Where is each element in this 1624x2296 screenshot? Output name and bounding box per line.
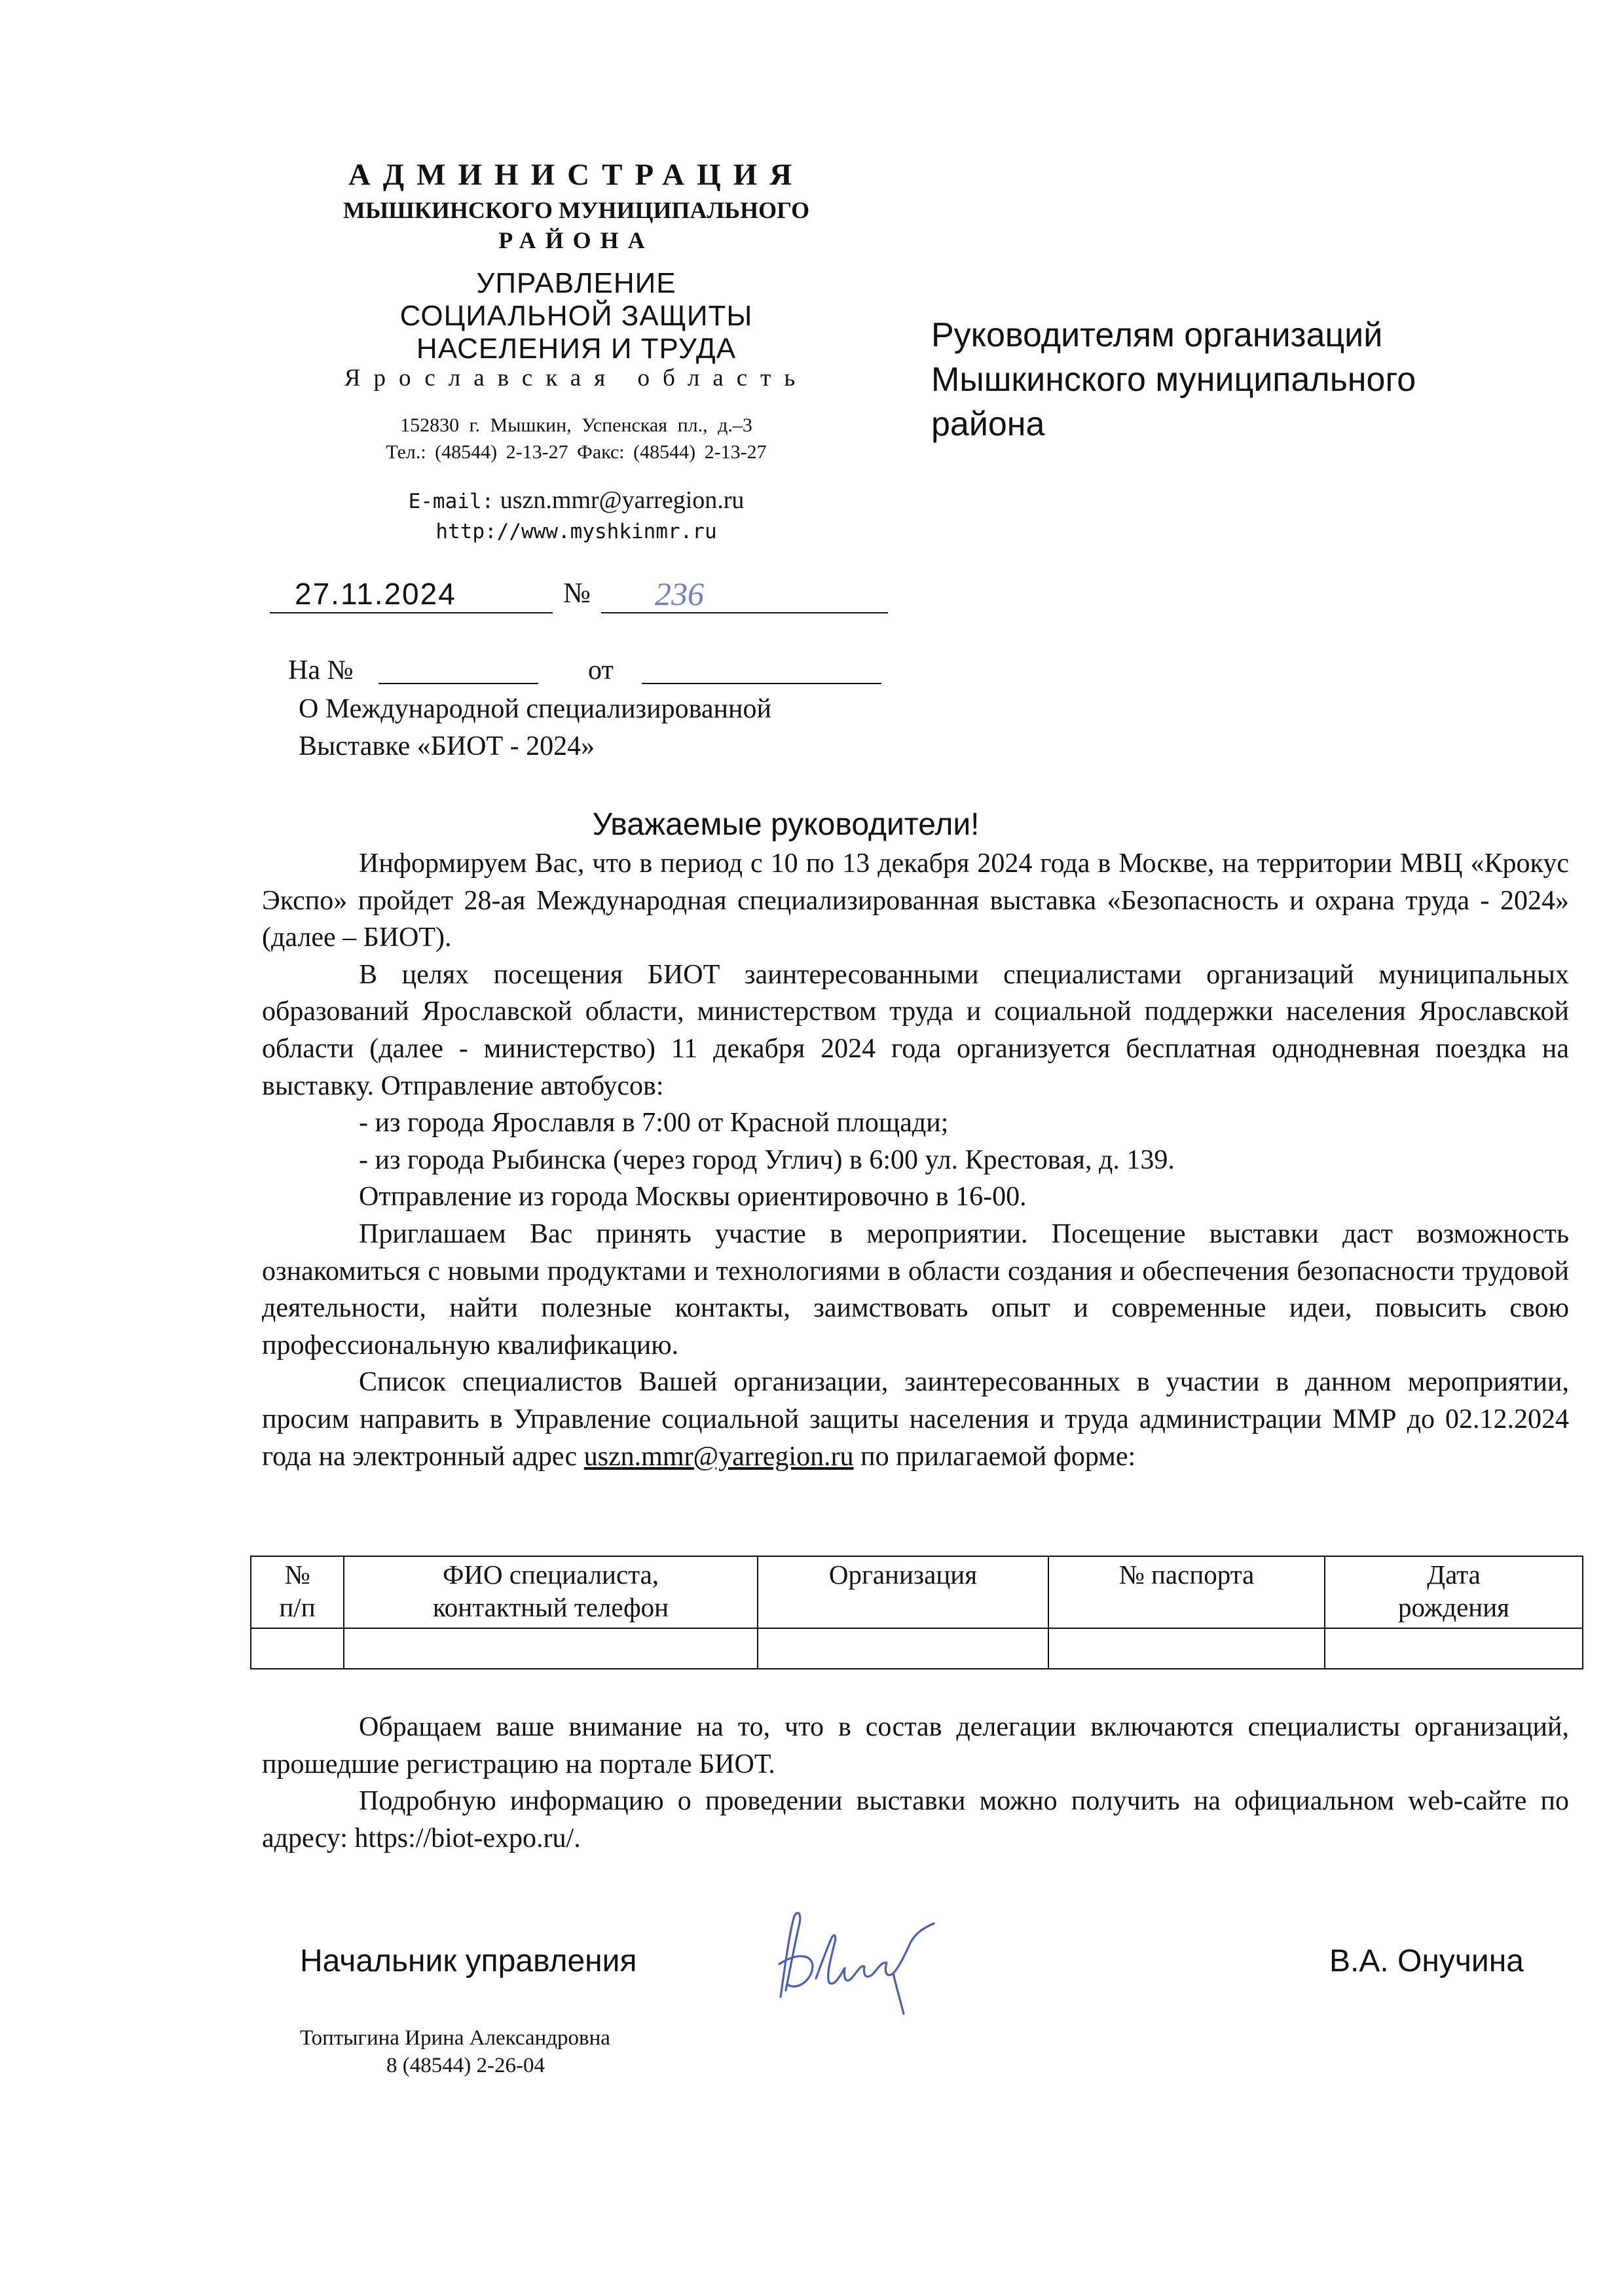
reply-from-label: от [588,655,614,685]
reply-to-label: На № [288,655,354,685]
letter-subject [299,691,888,765]
subject-line: Выставке «БИОТ - 2024» [299,731,595,761]
paragraph-text: по прилагаемой форме: [860,1441,1136,1472]
table-cell[interactable] [344,1628,758,1669]
signatory-position: Начальник управления [300,1944,637,1978]
bus-departure-item: - из города Рыбинска (через город Углич) в 6:00 ул. Крестовая, д. 139. [359,1144,1175,1175]
executor-name: Топтыгина Ирина Александровна [300,2026,610,2050]
table-row [251,1628,1583,1669]
registration-number-label: № [563,577,591,609]
table-header-row [251,1556,1583,1628]
letterhead-district: РАЙОНА [498,227,654,253]
table-header-cell: Организация [758,1556,1048,1628]
letterhead-region: Ярославская область [344,365,809,392]
body-paragraph: В целях посещения БИОТ заинтересованными специалистами организаций муниципальных образований Ярославской области, министерством труда и социальной поддержки населения Ярославской области (далее - министерство) 11 декабря 2024 года организуется бесплатная однодневная поездка на выставку. Отправление автобусов: [262,959,1569,1101]
table-header-cell: Дата рождения [1325,1556,1583,1628]
letterhead-municipality: МЫШКИНСКОГО МУНИЦИПАЛЬНОГО [342,197,810,223]
executor-info [300,2024,693,2079]
table-cell[interactable] [1048,1628,1325,1669]
table-cell[interactable] [1325,1628,1583,1669]
body-paragraph: Приглашаем Вас принять участие в мероприятии. Посещение выставки даст возможность ознакомиться с новыми продуктами и технологиями в области создания и обеспечения безопасности трудовой деятельности, найти полезные контакты, заимствовать опыт и современные идеи, повысить свою профессиональную квалификацию. [262,1218,1569,1360]
reply-date-line [642,683,881,684]
registration-date: 27.11.2024 [295,577,456,611]
department-line: СОЦИАЛЬНОЙ ЗАЩИТЫ [399,300,753,332]
letterhead-phones: Тел.: (48544) 2-13-27 Факс: (48544) 2-13-27 [386,441,767,463]
handwritten-signature [753,1892,950,2023]
addressee [931,313,1494,446]
body-paragraph [262,1364,1569,1475]
letter-body [262,845,1569,1475]
email-address[interactable]: uszn.mmr@yarregion.ru [500,486,745,514]
email-label: E-mail: [408,490,494,513]
body-paragraph: Информируем Вас, что в период с 10 по 13 декабря 2024 года в Москве, на территории МВЦ «Крокус Экспо» пройдет 28-ая Международная специализированная выставка «Безопасность и охрана труда - 2024» (далее – БИОТ). [262,848,1569,953]
body-paragraph: Отправление из города Москвы ориентировочно в 16-00. [359,1182,1027,1212]
addressee-line: района [931,405,1045,443]
table-cell[interactable] [758,1628,1048,1669]
participants-form-table [250,1556,1583,1669]
letter-body-closing [262,1709,1569,1857]
body-paragraph: Подробную информацию о проведении выставки можно получить на официальном web-сайте по адресу: https://biot-expo.ru/. [262,1786,1569,1853]
department-line: НАСЕЛЕНИЯ И ТРУДА [416,333,737,365]
department-line: УПРАВЛЕНИЕ [476,267,676,299]
letterhead-department [288,267,864,365]
reply-number-line [378,683,538,684]
letterhead-email [288,486,864,515]
number-underline [601,612,888,613]
bus-departure-item: - из города Ярославля в 7:00 от Красной площади; [359,1108,949,1139]
signatory-name: В.А. Онучина [1329,1944,1524,1978]
registration-number: 236 [655,575,704,612]
executor-phone: 8 (48544) 2-26-04 [386,2054,545,2077]
table-header-cell: № паспорта [1048,1556,1325,1628]
addressee-line: Руководителям организаций [931,316,1383,354]
table-header-cell: № п/п [251,1556,344,1628]
paragraph-text: Список специалистов Вашей организации, заинтересованных в участии в данном мероприятии, просим направить в Управление социальной защиты населения и труда администрации ММР до 02.12.2024 года на электронный адрес [262,1367,1569,1472]
letterhead-address: 152830 г. Мышкин, Успенская пл., д.–3 [400,414,752,436]
subject-line: О Международной специализированной [299,694,771,724]
salutation: Уважаемые руководители! [592,807,980,842]
addressee-line: Мышкинского муниципального [931,361,1416,399]
letterhead-administration: АДМИНИСТРАЦИЯ [348,158,805,192]
email-link[interactable]: uszn.mmr@yarregion.ru [583,1441,854,1472]
letterhead-website[interactable]: http://www.myshkinmr.ru [435,520,717,543]
table-header-cell: ФИО специалиста, контактный телефон [344,1556,758,1628]
table-cell[interactable] [251,1628,344,1669]
body-paragraph: Обращаем ваше внимание на то, что в состав делегации включаются специалисты организаций, прошедшие регистрацию на портале БИОТ. [262,1712,1569,1779]
date-underline [270,612,553,613]
